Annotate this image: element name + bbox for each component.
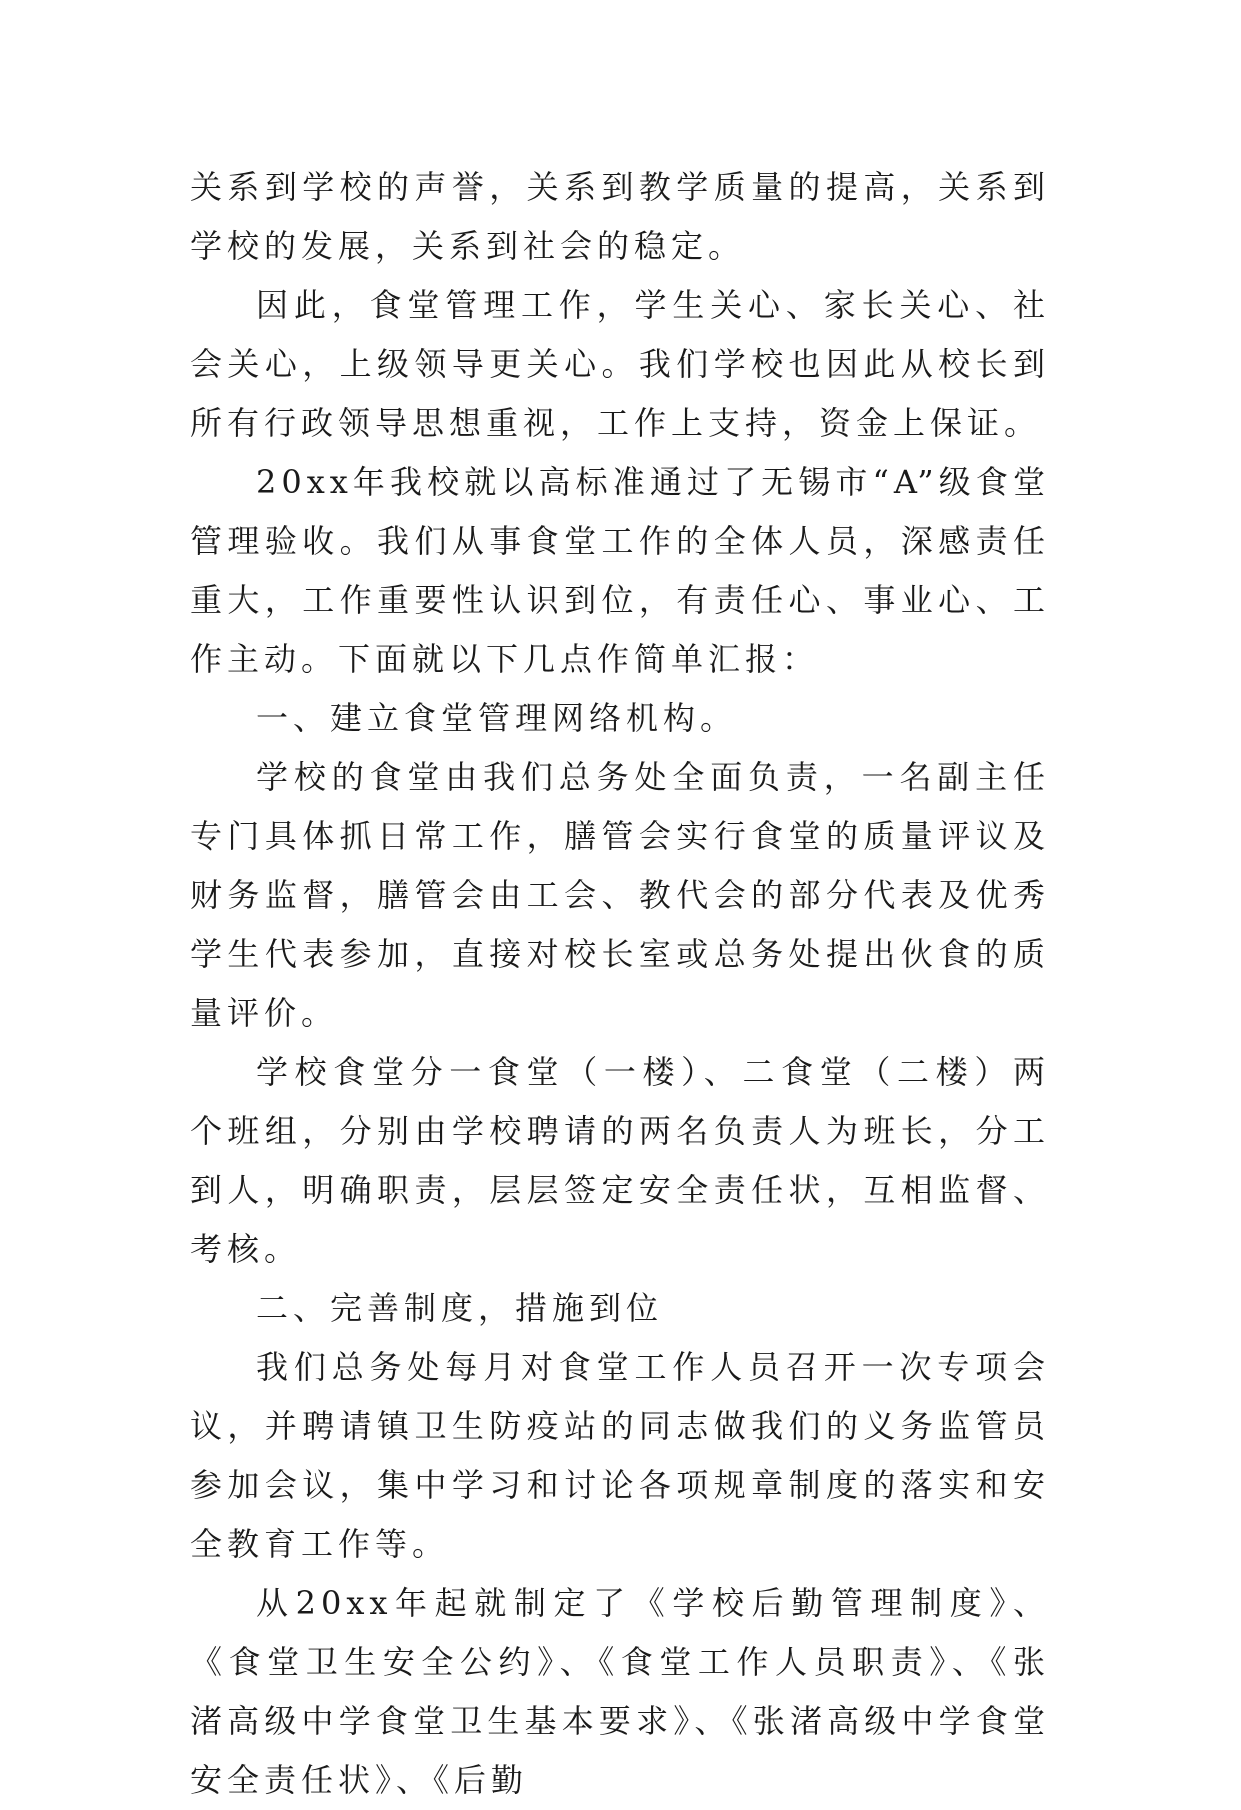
paragraph-1: 关系到学校的声誉，关系到教学质量的提高，关系到学校的发展，关系到社会的稳定。 [190, 168, 1050, 265]
paragraph-4: 学校的食堂由我们总务处全面负责，一名副主任专门具体抓日常工作，膳管会实行食堂的质量评议及财务监督，膳管会由工会、教代会的部分代表及优秀学生代表参加，直接对校长室或总务处提出伙食的质量评价。 [190, 758, 1050, 1032]
section-heading-2: 二、完善制度，措施到位 [256, 1289, 664, 1327]
paragraph-2: 因此，食堂管理工作，学生关心、家长关心、社会关心，上级领导更关心。我们学校也因此从校长到所有行政领导思想重视，工作上支持，资金上保证。 [190, 286, 1050, 442]
paragraph-6: 我们总务处每月对食堂工作人员召开一次专项会议，并聘请镇卫生防疫站的同志做我们的义务监管员参加会议，集中学习和讨论各项规章制度的落实和安全教育工作等。 [190, 1348, 1050, 1563]
paragraph-3: 20xx年我校就以高标准通过了无锡市“A”级食堂管理验收。我们从事食堂工作的全体人员，深感责任重大，工作重要性认识到位，有责任心、事业心、工作主动。下面就以下几点作简单汇报： [190, 463, 1050, 678]
document-body [190, 158, 1050, 1810]
section-heading-1: 一、建立食堂管理网络机构。 [256, 699, 738, 737]
paragraph-5: 学校食堂分一食堂（一楼）、二食堂（二楼）两个班组，分别由学校聘请的两名负责人为班长，分工到人，明确职责，层层签定安全责任状，互相监督、考核。 [190, 1053, 1050, 1268]
paragraph-7: 从20xx年起就制定了《学校后勤管理制度》、《食堂卫生安全公约》、《食堂工作人员职责》、《张渚高级中学食堂卫生基本要求》、《张渚高级中学食堂安全责任状》、《后勤 [190, 1584, 1050, 1799]
